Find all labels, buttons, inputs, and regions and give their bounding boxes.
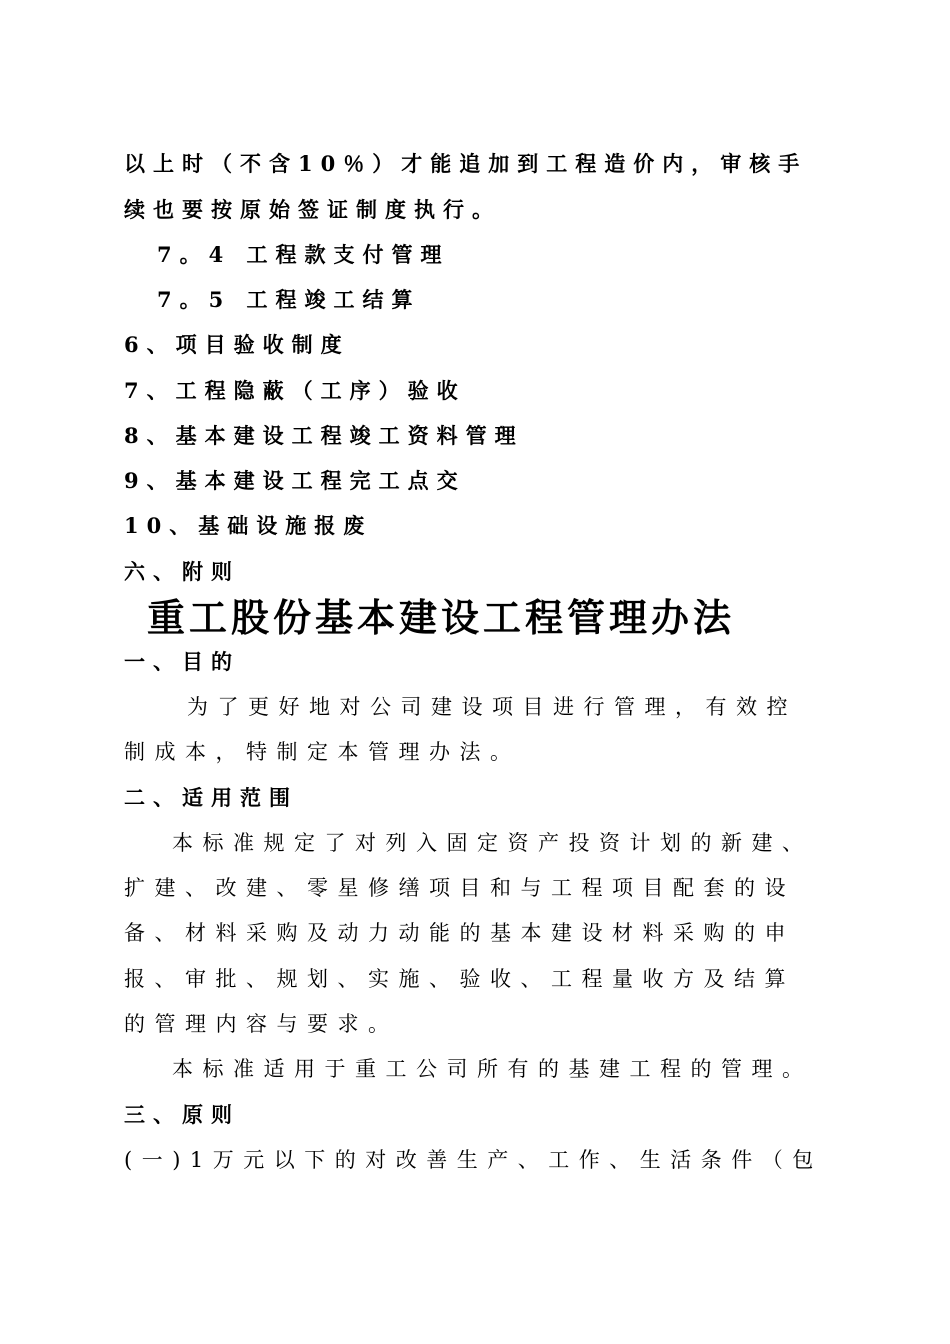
section-heading: 三、原则 bbox=[124, 1102, 240, 1127]
document-title: 重工股份基本建设工程管理办法 bbox=[147, 596, 736, 640]
paragraph-line: 为了更好地对公司建设项目进行管理，有效控 bbox=[187, 695, 797, 719]
body-line: 续也要按原始签证制度执行。 bbox=[124, 197, 501, 222]
paragraph-line: 报、审批、规划、实施、验收、工程量收方及结算 bbox=[124, 967, 795, 991]
section-heading: 一、目的 bbox=[124, 649, 240, 674]
list-item: 6、项目验收制度 bbox=[124, 332, 350, 357]
paragraph-line: 制成本，特制定本管理办法。 bbox=[124, 740, 521, 764]
paragraph-line: 本标准规定了对列入固定资产投资计划的新建、 bbox=[172, 831, 813, 855]
paragraph-line: 的管理内容与要求。 bbox=[124, 1012, 399, 1036]
section-heading: 六、附则 bbox=[124, 559, 240, 584]
subsection-item: 7。4 工程款支付管理 bbox=[157, 242, 450, 267]
paragraph-line: 备、材料采购及动力动能的基本建设材料采购的申 bbox=[124, 921, 795, 945]
paragraph-line: 本标准适用于重工公司所有的基建工程的管理。 bbox=[172, 1057, 813, 1081]
list-item: 8、基本建设工程竣工资料管理 bbox=[124, 423, 524, 448]
list-item: 10、基础设施报废 bbox=[124, 513, 373, 538]
list-item: 9、基本建设工程完工点交 bbox=[124, 468, 466, 493]
list-item: 7、工程隐蔽（工序）验收 bbox=[124, 378, 466, 403]
section-heading: 二、适用范围 bbox=[124, 785, 298, 810]
paragraph-line: 扩建、改建、零星修缮项目和与工程项目配套的设 bbox=[124, 876, 795, 900]
body-line: 以上时（不含10％）才能追加到工程造价内，审核手 bbox=[124, 151, 808, 176]
paragraph-line: (一)1万元以下的对改善生产、工作、生活条件（包 bbox=[124, 1148, 823, 1172]
subsection-item: 7。5 工程竣工结算 bbox=[157, 287, 421, 312]
